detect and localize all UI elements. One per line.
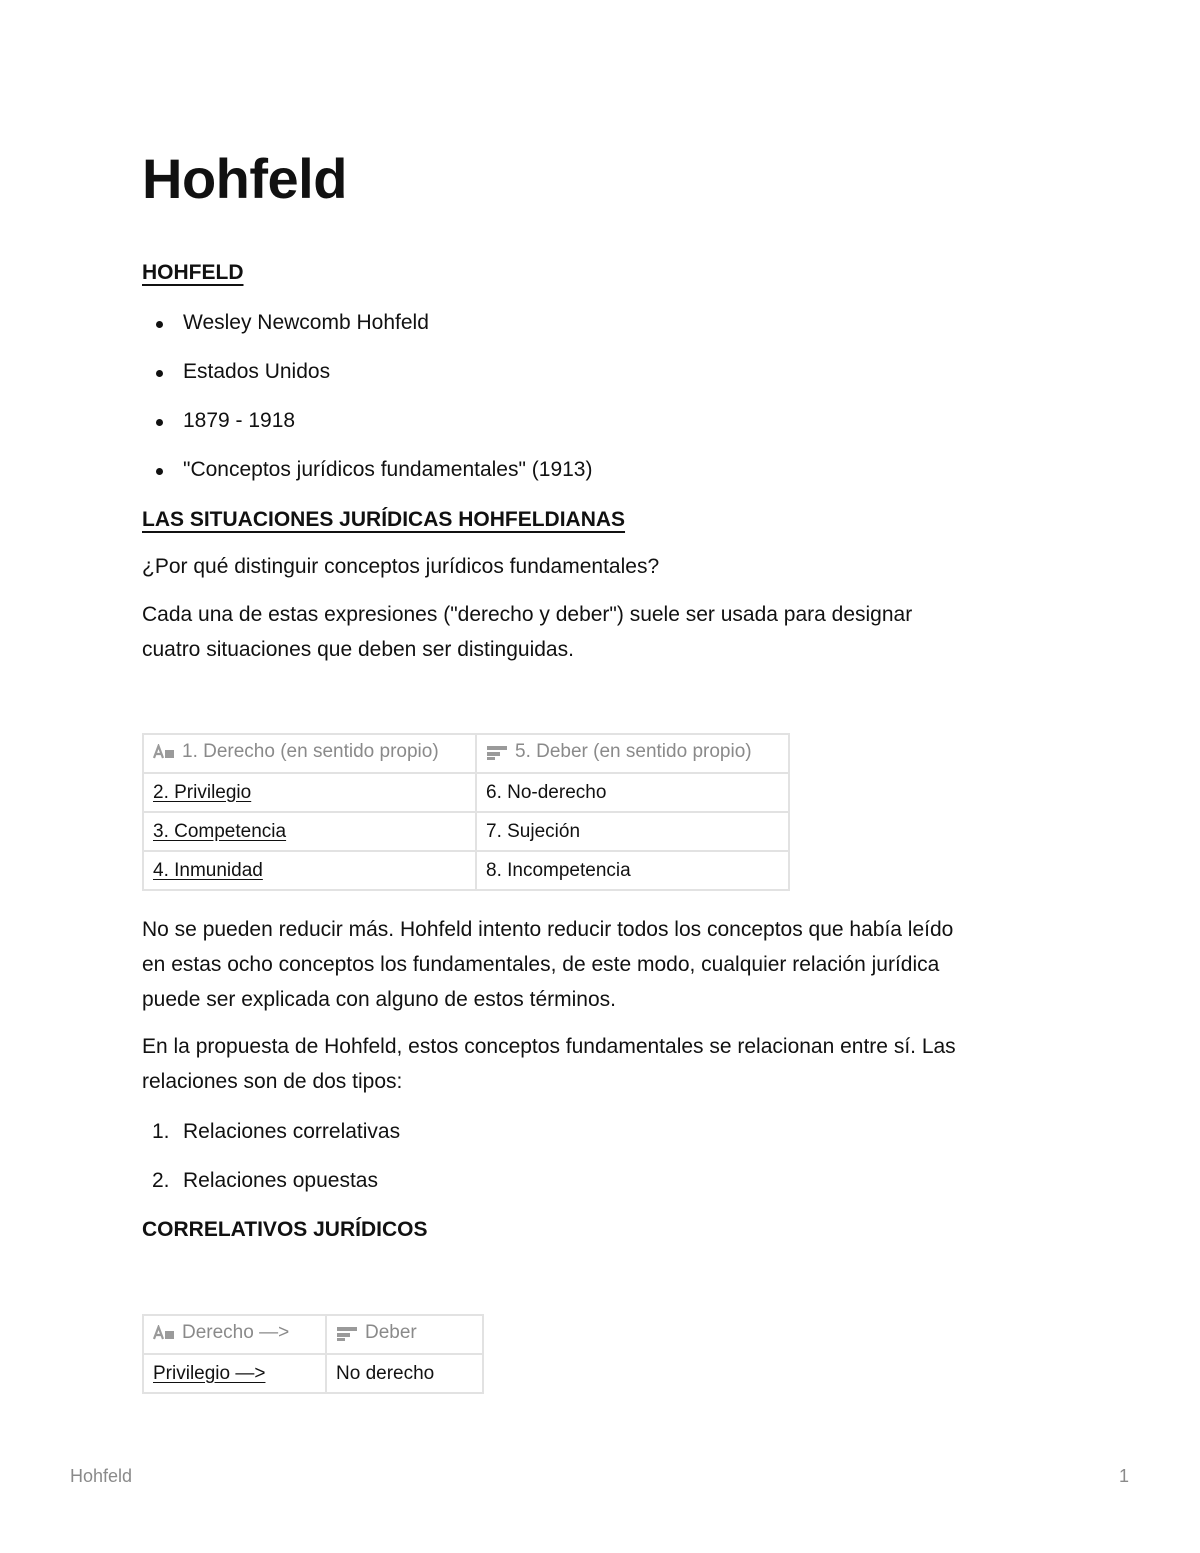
situaciones-table — [142, 733, 790, 891]
list-item: Wesley Newcomb Hohfeld — [142, 311, 592, 360]
question-text: ¿Por qué distinguir conceptos jurídicos fundamentales? — [142, 555, 660, 578]
paragraph-line: En la propuesta de Hohfeld, estos conceptos fundamentales se relacionan entre sí. Las — [142, 1035, 956, 1058]
table-cell: 7. Sujeción — [476, 812, 789, 851]
column-header-deber[interactable] — [476, 734, 789, 773]
list-item: 1879 - 1918 — [142, 409, 592, 458]
page-link-competencia[interactable]: 3. Competencia — [153, 820, 287, 842]
column-header-label: 5. Deber (en sentido propio) — [515, 741, 752, 762]
list-number: 2. — [152, 1169, 170, 1192]
footer-document-title: Hohfeld — [70, 1466, 133, 1486]
table-header-row — [143, 734, 789, 773]
column-header-derecho[interactable] — [143, 1315, 326, 1354]
column-header-derecho[interactable] — [143, 734, 476, 773]
column-header-label: 1. Derecho (en sentido propio) — [182, 741, 439, 762]
table-cell — [143, 773, 476, 812]
text-lines-icon — [336, 1325, 358, 1347]
column-header-deber[interactable] — [326, 1315, 483, 1354]
paragraph-line: en estas ocho conceptos los fundamentales, de este modo, cualquier relación jurídica — [142, 953, 940, 976]
list-item: Estados Unidos — [142, 360, 592, 409]
list-number: 1. — [152, 1120, 170, 1143]
list-item — [142, 1120, 400, 1169]
table-cell — [143, 1354, 326, 1393]
column-header-label: Derecho —> — [182, 1322, 290, 1343]
section-heading-correlativos: CORRELATIVOS JURÍDICOS — [142, 1218, 428, 1241]
bullet-list — [142, 311, 592, 507]
column-header-label: Deber — [365, 1322, 417, 1343]
list-item — [142, 1169, 400, 1218]
page-link-inmunidad[interactable]: 4. Inmunidad — [153, 859, 263, 881]
footer-page-number: 1 — [1118, 1466, 1129, 1486]
paragraph-reducir — [142, 912, 1062, 1017]
table-row — [143, 851, 789, 890]
table-cell — [143, 812, 476, 851]
paragraph-line: puede ser explicada con alguno de estos términos. — [142, 988, 616, 1011]
section-heading-hohfeld: HOHFELD — [142, 261, 244, 284]
list-item-text: Relaciones opuestas — [183, 1169, 378, 1192]
paragraph-propuesta — [142, 1029, 1062, 1099]
page-link-privilegio[interactable]: 2. Privilegio — [153, 781, 252, 803]
paragraph-line: cuatro situaciones que deben ser distinguidas. — [142, 638, 574, 661]
paragraph-line: relaciones son de dos tipos: — [142, 1070, 403, 1093]
section-heading-situaciones: LAS SITUACIONES JURÍDICAS HOHFELDIANAS — [142, 508, 626, 531]
table-header-row — [143, 1315, 483, 1354]
page-link-privilegio-correlativo[interactable]: Privilegio —> — [153, 1362, 266, 1384]
page-title: Hohfeld — [142, 147, 347, 210]
table-cell: 6. No-derecho — [476, 773, 789, 812]
list-item-text: Relaciones correlativas — [183, 1120, 401, 1143]
text-property-icon — [153, 1325, 175, 1347]
table-row — [143, 1354, 483, 1393]
ordered-list — [142, 1120, 400, 1218]
table-row — [143, 773, 789, 812]
list-item: "Conceptos jurídicos fundamentales" (1913) — [142, 458, 592, 507]
paragraph-line: No se pueden reducir más. Hohfeld intento reducir todos los conceptos que había leído — [142, 918, 954, 941]
text-lines-icon — [486, 744, 508, 766]
table-cell — [143, 851, 476, 890]
text-property-icon — [153, 744, 175, 766]
table-row — [143, 812, 789, 851]
paragraph-line: Cada una de estas expresiones ("derecho y deber") suele ser usada para designar — [142, 603, 913, 626]
table-cell: 8. Incompetencia — [476, 851, 789, 890]
correlativos-table — [142, 1314, 484, 1394]
table-cell: No derecho — [326, 1354, 483, 1393]
paragraph-expresiones — [142, 597, 1062, 667]
